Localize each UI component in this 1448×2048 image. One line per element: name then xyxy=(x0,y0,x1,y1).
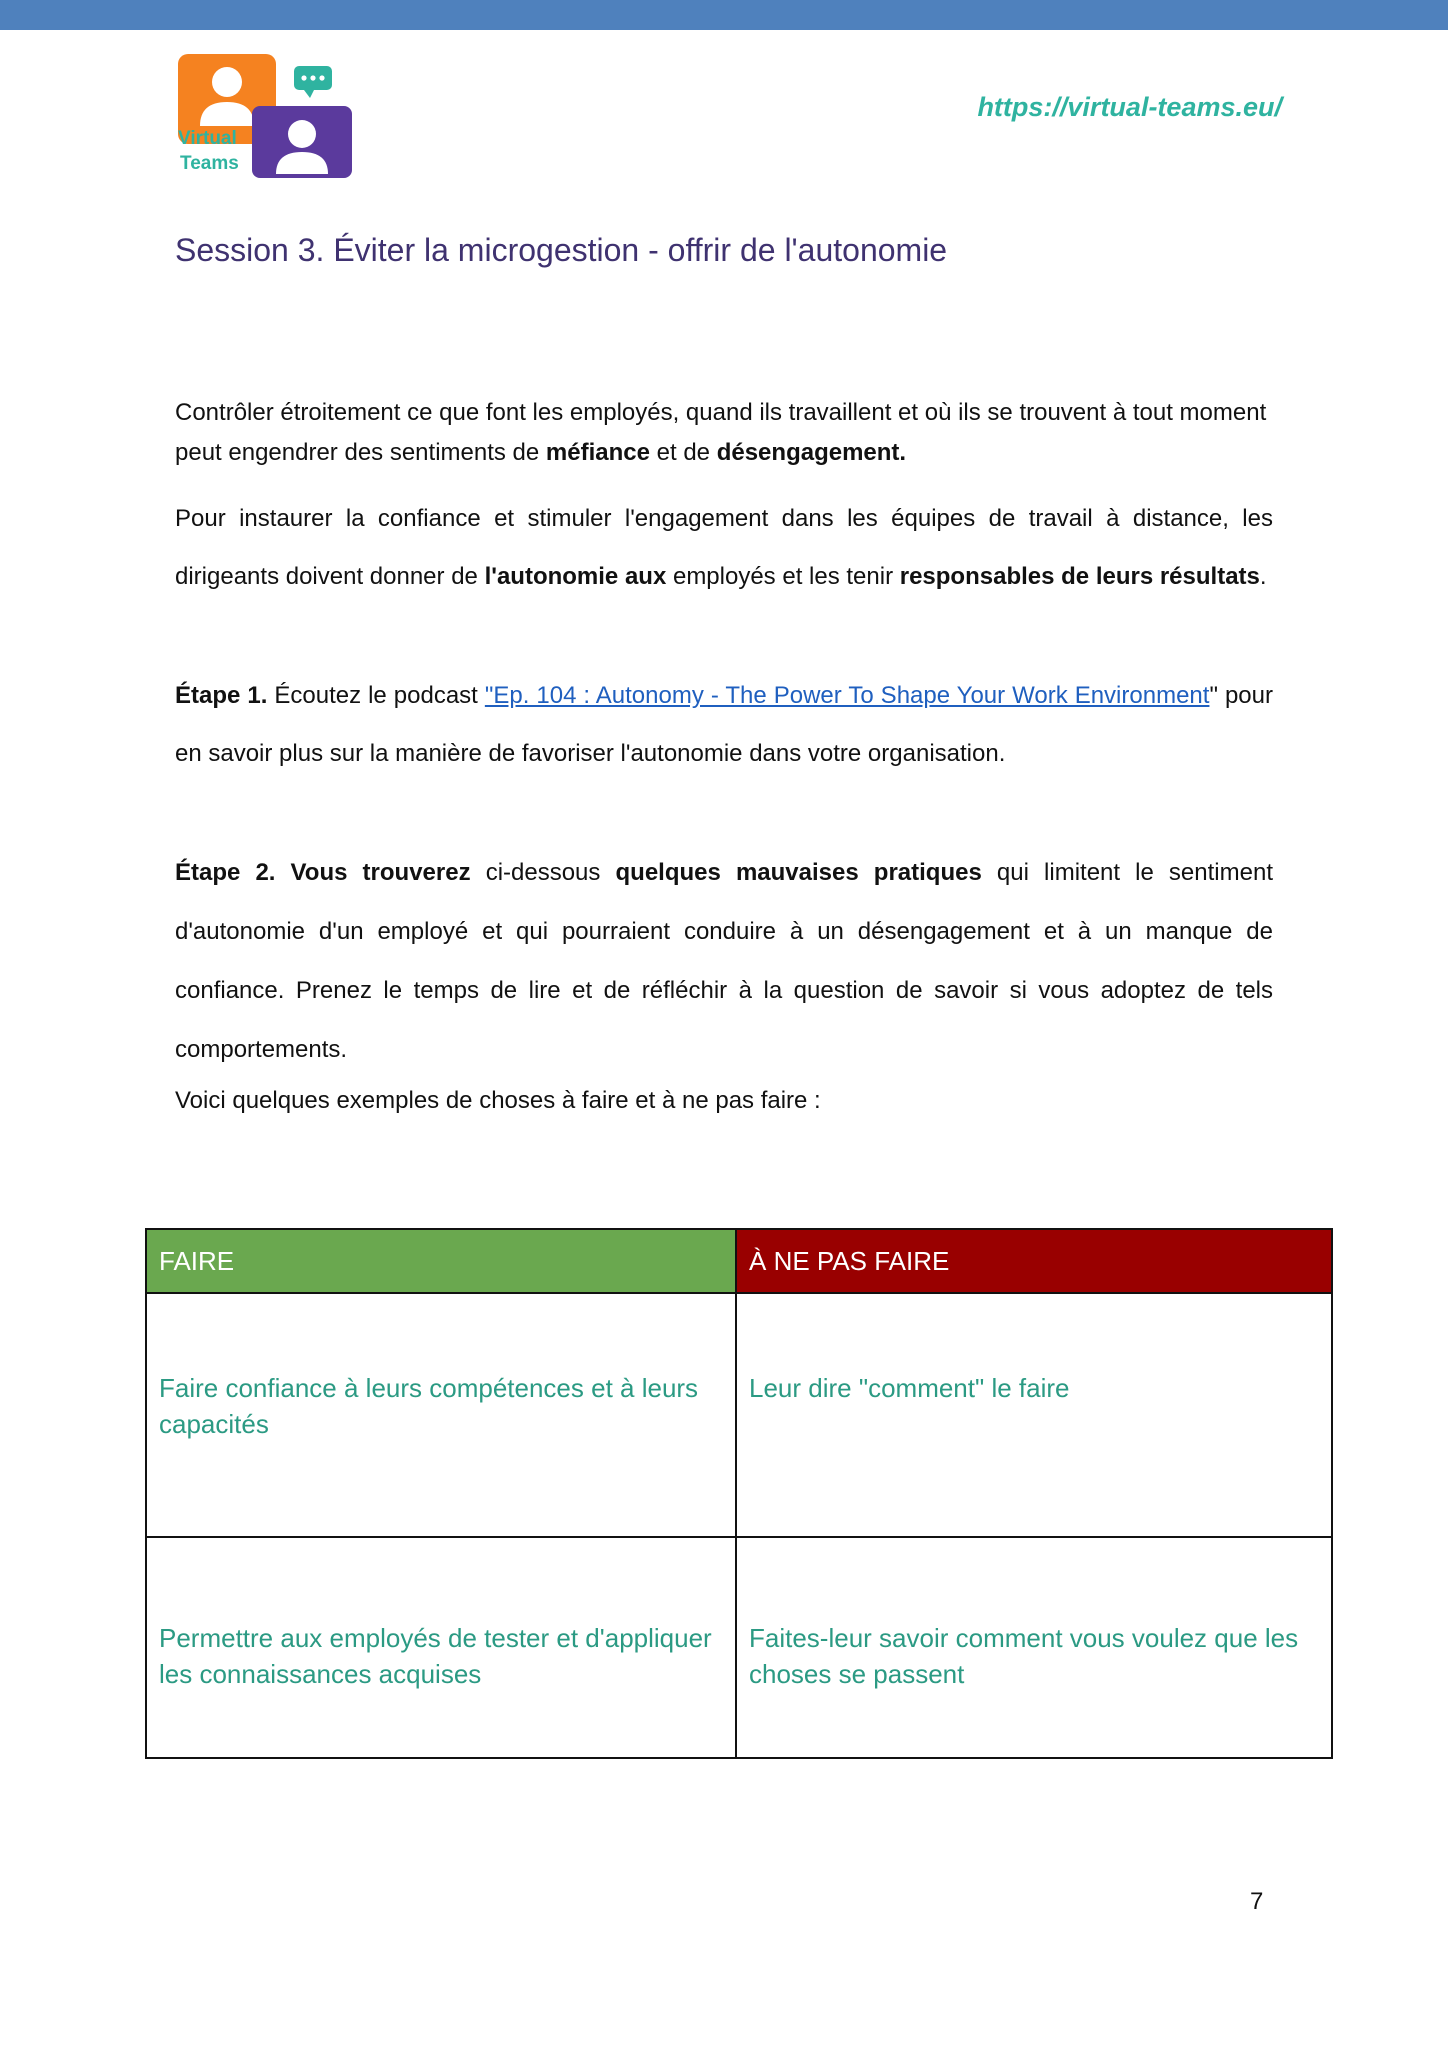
dont-header: À NE PAS FAIRE xyxy=(736,1229,1332,1293)
examples-intro: Voici quelques exemples de choses à faire et à ne pas faire : xyxy=(175,1087,821,1114)
site-url[interactable]: https://virtual-teams.eu/ xyxy=(977,92,1282,122)
dont-cell: Faites-leur savoir comment vous voulez que les choses se passent xyxy=(736,1537,1332,1758)
svg-text:Teams: Teams xyxy=(180,153,239,174)
table-row xyxy=(146,1537,1332,1758)
step-1-paragraph: Étape 1. Écoutez le podcast "Ep. 104 : Autonomy - The Power To Shape Your Work Environment" pour en savoir plus sur la manière de favoriser l'autonomie dans votre organisation. xyxy=(175,682,1273,767)
dont-cell: Leur dire "comment" le faire xyxy=(736,1293,1332,1537)
do-header: FAIRE xyxy=(146,1229,736,1293)
step-2-paragraph: Étape 2. Vous trouverez ci-dessous quelques mauvaises pratiques qui limitent le sentiment d'autonomie d'un employé et qui pourraient conduire à un désengagement et à un manque de confiance. Prenez le temps de lire et de réfléchir à la question de savoir si vous adoptez de tels comportements. xyxy=(175,859,1273,1063)
step-1-label: Étape 1. xyxy=(175,682,268,709)
do-cell: Permettre aux employés de tester et d'appliquer les connaissances acquises xyxy=(146,1537,736,1758)
do-cell: Faire confiance à leurs compétences et à leurs capacités xyxy=(146,1293,736,1537)
session-title: Session 3. Éviter la microgestion - offrir de l'autonomie xyxy=(175,232,948,268)
intro-paragraph-1: Contrôler étroitement ce que font les employés, quand ils travaillent et où ils se trouvent à tout moment peut engendrer des sentiments de méfiance et de désengagement. xyxy=(175,399,1267,466)
table-header-row xyxy=(146,1229,1332,1293)
svg-text:Virtual: Virtual xyxy=(178,128,237,149)
podcast-link[interactable]: "Ep. 104 : Autonomy - The Power To Shape Your Work Environment xyxy=(484,682,1210,709)
step-2-label: Étape 2. Vous trouverez xyxy=(175,859,471,886)
page-number: 7 xyxy=(1250,1888,1264,1915)
do-dont-table xyxy=(145,1228,1333,1759)
top-color-bar xyxy=(0,0,1448,30)
virtual-teams-logo xyxy=(176,52,356,182)
intro-paragraph-2: Pour instaurer la confiance et stimuler l'engagement dans les équipes de travail à distance, les dirigeants doivent donner de l'autonomie aux employés et les tenir responsables de leurs résultats. xyxy=(175,505,1273,590)
table-row xyxy=(146,1293,1332,1537)
